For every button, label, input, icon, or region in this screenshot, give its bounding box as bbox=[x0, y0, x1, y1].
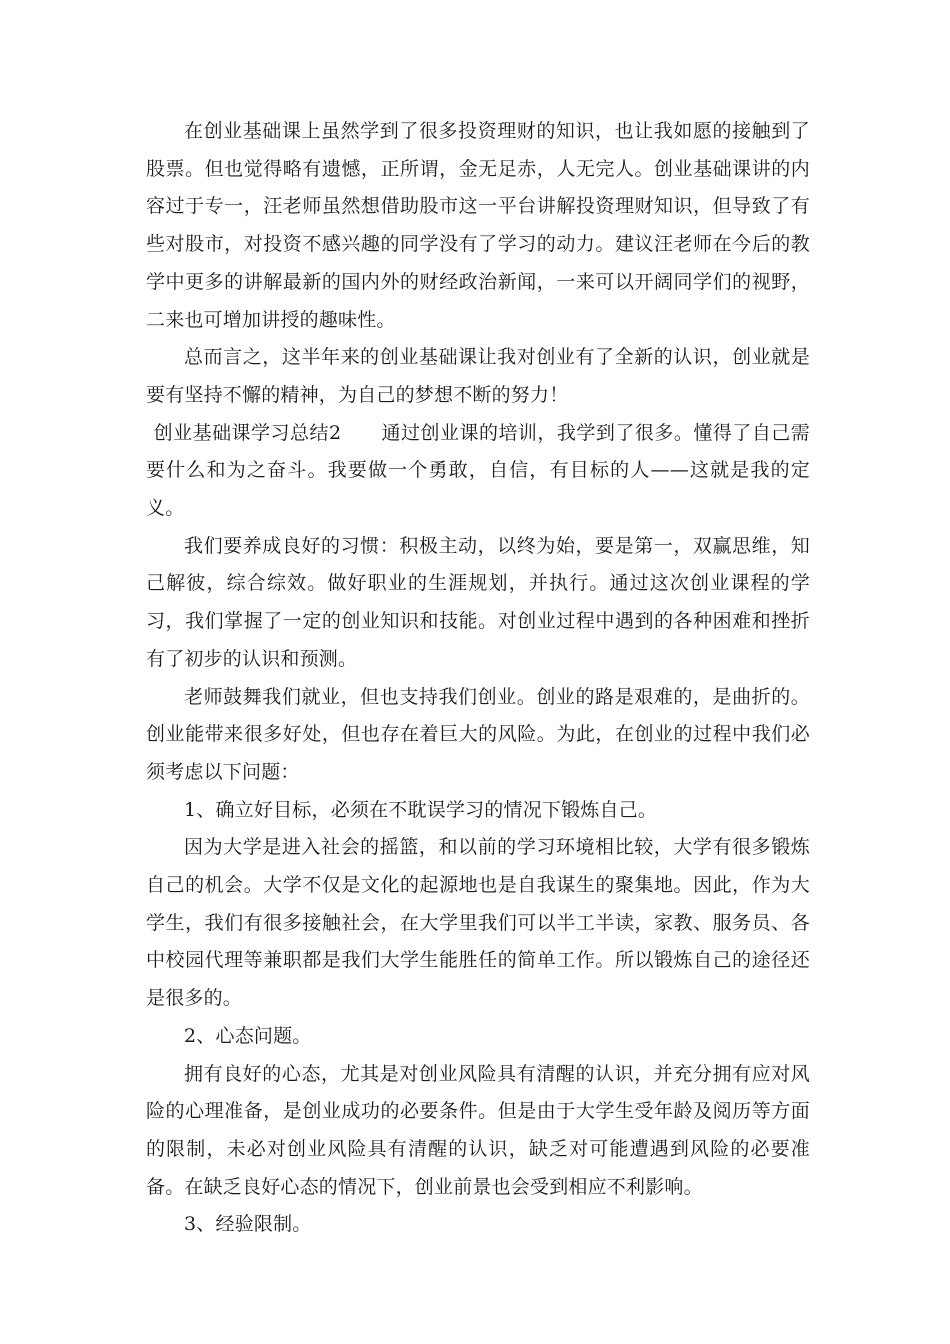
paragraph-university: 因为大学是进入社会的摇篮，和以前的学习环境相比较，大学有很多锻炼自己的机会。大学不仅是文化的起源地也是自我谋生的聚集地。因此，作为大学生，我们有很多接触社会，在大学里我们可以半工半读，家教、服务员、各中校园代理等兼职都是我们大学生能胜任的简单工作。所以锻炼自己的途径还是很多的。 bbox=[146, 836, 810, 1010]
section-intro: 通过创业课的培训，我学到了很多。懂得了自己需要什么和为之奋斗。我要做一个勇敢，自信，有目标的人——这就是我的定义。 bbox=[146, 421, 811, 520]
paragraph-conclusion: 总而言之，这半年来的创业基础课让我对创业有了全新的认识，创业就是要有坚持不懈的精神，为自己的梦想不断的努力！ bbox=[146, 346, 810, 406]
list-item-mindset: 2、心态问题。 bbox=[184, 1024, 312, 1047]
document-body bbox=[146, 113, 810, 1244]
list-item-goal: 1、确立好目标，必须在不耽误学习的情况下锻炼自己。 bbox=[184, 798, 658, 821]
section-heading: 创业基础课学习总结2 bbox=[153, 421, 342, 444]
paragraph-investment: 在创业基础课上虽然学到了很多投资理财的知识，也让我如愿的接触到了股票。但也觉得略有遗憾，正所谓，金无足赤，人无完人。创业基础课讲的内容过于专一，汪老师虽然想借助股市这一平台讲解投资理财知识，但导致了有些对股市，对投资不感兴趣的同学没有了学习的动力。建议汪老师在今后的教学中更多的讲解最新的国内外的财经政治新闻，一来可以开阔同学们的视野，二来也可增加讲授的趣味性。 bbox=[146, 120, 810, 331]
section-heading-line bbox=[146, 415, 810, 528]
paragraph-mindset: 拥有良好的心态，尤其是对创业风险具有清醒的认识，并充分拥有应对风险的心理准备，是创业成功的必要条件。但是由于大学生受年龄及阅历等方面的限制，未必对创业风险具有清醒的认识，缺乏对可能遭遇到风险的必要准备。在缺乏良好心态的情况下，创业前景也会受到相应不利影响。 bbox=[146, 1062, 810, 1198]
list-item-experience: 3、经验限制。 bbox=[184, 1213, 312, 1236]
paragraph-habits: 我们要养成良好的习惯：积极主动，以终为始，要是第一，双赢思维，知己解彼，综合综效。做好职业的生涯规划，并执行。通过这次创业课程的学习，我们掌握了一定的创业知识和技能。对创业过程中遇到的各种困难和挫折有了初步的认识和预测。 bbox=[146, 534, 810, 670]
paragraph-teacher: 老师鼓舞我们就业，但也支持我们创业。创业的路是艰难的，是曲折的。创业能带来很多好处，但也存在着巨大的风险。为此，在创业的过程中我们必须考虑以下问题： bbox=[146, 685, 810, 783]
